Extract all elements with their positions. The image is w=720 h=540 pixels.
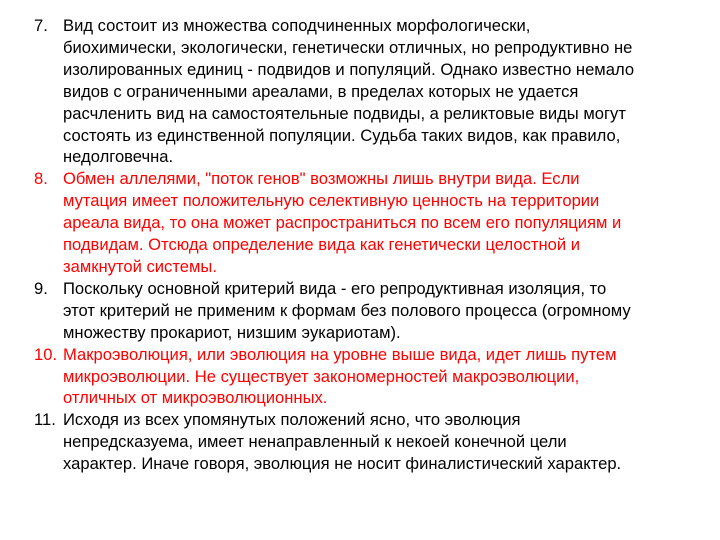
- list-item-9: [34, 278, 692, 344]
- text-line: биохимически, экологически, генетически отличных, но репродуктивно не: [63, 37, 633, 57]
- text-line: замкнутой системы.: [63, 256, 217, 276]
- text-line: состоять из единственной популяции. Судьба таких видов, как правило,: [63, 125, 621, 145]
- item-text: [63, 409, 692, 475]
- text-line: недолговечна.: [63, 147, 174, 167]
- text-line: видов с ограниченными ареалами, в пределах которых не удается: [63, 81, 579, 101]
- text-line: отличных от микроэволюционных.: [63, 388, 328, 408]
- text-line: Обмен аллелями, "поток генов" возможны лишь внутри вида. Если: [63, 169, 580, 189]
- text-line: изолированных единиц - подвидов и популяций. Однако известно немало: [63, 59, 635, 79]
- list-item-11: [34, 409, 692, 475]
- text-line: подвидам. Отсюда определение вида как генетически целостной и: [63, 235, 581, 255]
- item-number: 7.: [34, 16, 48, 35]
- text-line: этот критерий не применим к формам без полового процесса (огромному: [63, 300, 631, 320]
- text-line: Вид состоит из множества соподчиненных морфологически,: [63, 16, 531, 35]
- text-line: расчленить вид на самостоятельные подвиды, а реликтовые виды могут: [63, 103, 626, 123]
- text-line: характер. Иначе говоря, эволюция не носит финалистический характер.: [63, 454, 622, 474]
- item-number: 9.: [34, 278, 48, 298]
- item-text: [63, 15, 692, 168]
- item-text: [63, 344, 692, 410]
- item-number: 10.: [34, 344, 58, 364]
- item-number: 11.: [34, 410, 56, 430]
- list-item-7: [34, 15, 692, 168]
- text-line: ареала вида, то она может распространиться по всем его популяциям и: [63, 213, 622, 233]
- text-line: Макроэволюция, или эволюция на уровне выше вида, идет лишь путем: [63, 344, 617, 364]
- item-text: [63, 278, 692, 344]
- text-line: множеству прокариот, низшим эукариотам).: [63, 322, 401, 342]
- text-line: Исходя из всех упомянутых положений ясно, что эволюция: [63, 410, 521, 430]
- text-line: мутация имеет положительную селективную ценность на территории: [63, 191, 600, 211]
- item-text: [63, 168, 692, 278]
- text-line: микроэволюции. Не существует закономерностей макроэволюции,: [63, 366, 580, 386]
- item-number: 8.: [34, 169, 48, 189]
- list-item-8: [34, 168, 692, 278]
- text-line: непредсказуема, имеет ненаправленный к некоей конечной цели: [63, 432, 567, 452]
- list-item-10: [34, 344, 692, 410]
- text-line: Поскольку основной критерий вида - его репродуктивная изоляция, то: [63, 278, 607, 298]
